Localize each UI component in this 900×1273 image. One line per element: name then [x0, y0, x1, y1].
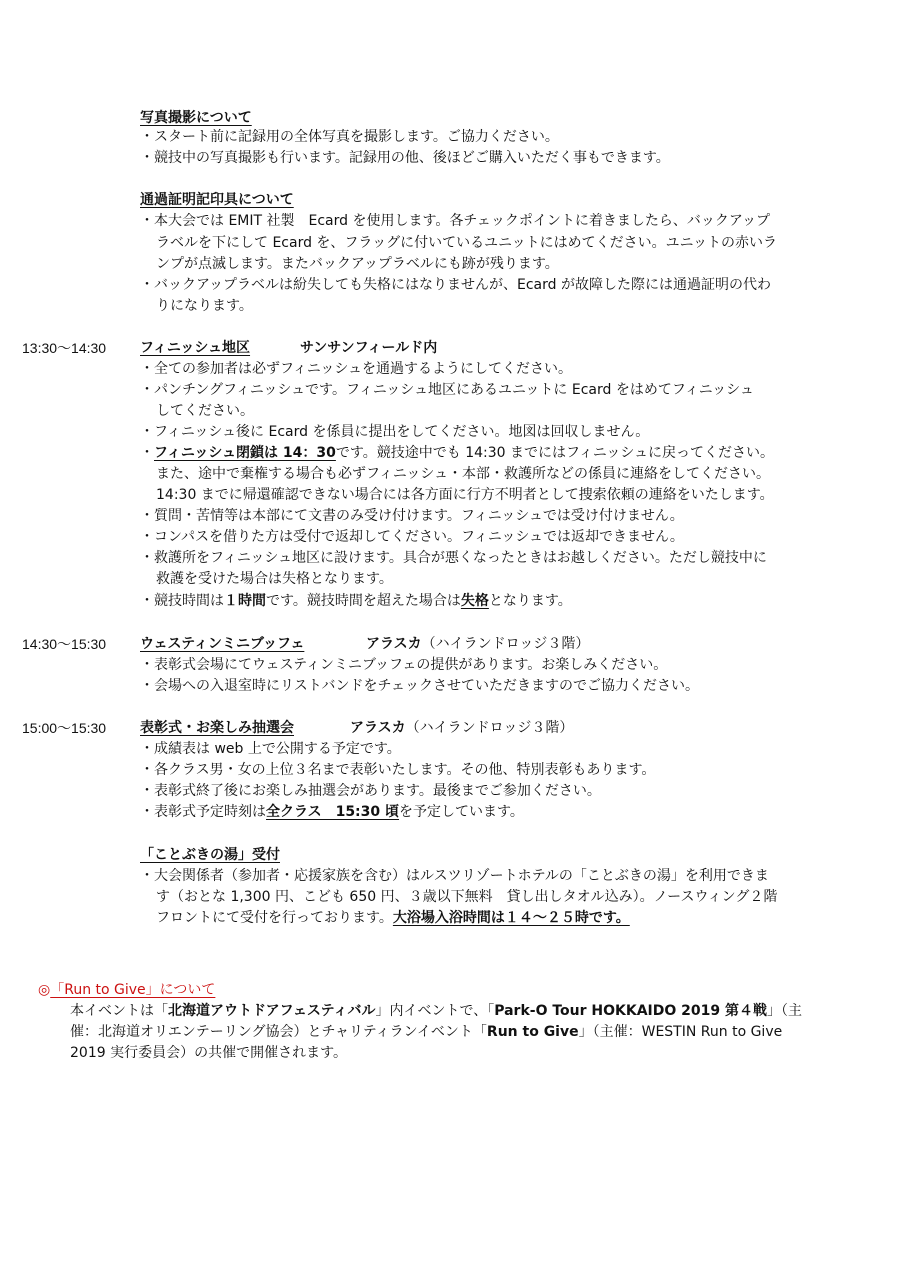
rtg-l1-e: 」（主	[767, 1003, 802, 1019]
buffet-heading: ウェスティンミニブッフェ	[140, 636, 305, 652]
finish-line-3: してください。	[156, 403, 254, 419]
awards-location-note: （ハイランドロッジ３階）	[405, 720, 574, 736]
finish-line-1: ・全ての参加者は必ずフィニッシュを通過するようにしてください。	[140, 361, 573, 377]
onsen-last-a: フロントにて受付を行っております。	[156, 910, 393, 926]
finish-heading: フィニッシュ地区	[140, 340, 251, 356]
onsen-heading: 「ことぶきの湯」受付	[140, 847, 280, 863]
finish-limit-c: です。競技時間を超えた場合は	[266, 593, 461, 609]
rtg-l1-b: 北海道アウトドアフェスティバル	[168, 1003, 376, 1019]
buffet-location-note: （ハイランドロッジ３階）	[421, 636, 590, 652]
rtg-l2-a: 催：北海道オリエンテーリング協会）とチャリティランイベント「	[70, 1024, 487, 1040]
awards-location-line	[350, 718, 573, 739]
awards-line-1: ・成績表は web 上で公開する予定です。	[140, 741, 401, 757]
finish-line-7: 14:30 までに帰還確認できない場合には各方面に行方不明者として捜索依頼の連絡をいたします。	[156, 487, 774, 503]
awards-line-2: ・各クラス男・女の上位３名まで表彰いたします。その他、特別表彰もあります。	[140, 762, 656, 778]
rtg-l2-c: 」（主催：WESTIN Run to Give	[578, 1024, 783, 1040]
rtg-line-3: 2019 実行委員会）の共催で開催されます。	[70, 1045, 347, 1061]
finish-limit-b: １時間	[224, 593, 266, 609]
photo-line-1: ・スタート前に記録用の全体写真を撮影します。ご協力ください。	[140, 129, 559, 145]
buffet-line-2: ・会場への入退室時にリストバンドをチェックさせていただきますのでご協力ください。	[140, 678, 700, 694]
buffet-location: アラスカ	[366, 636, 422, 652]
finish-line-6: また、途中で棄権する場合も必ずフィニッシュ・本部・救護所などの係員に連絡をしてください。	[156, 466, 771, 482]
finish-line-2: ・パンチングフィニッシュです。フィニッシュ地区にあるユニットに Ecard をはめてフィニッシュ	[140, 382, 754, 398]
rtg-line-1	[70, 1001, 802, 1022]
onsen-line-2: す（おとな 1,300 円、こども 650 円、３歳以下無料 貸し出しタオル込み）。ノースウィング２階	[156, 889, 778, 905]
rtg-heading-line	[38, 980, 215, 1001]
ecard-heading: 通過証明記印具について	[140, 192, 294, 208]
finish-location: サンサンフィールド内	[300, 340, 438, 356]
finish-close-time: フィニッシュ閉鎖は 14：30	[154, 445, 336, 461]
photo-heading: 写真撮影について	[140, 110, 252, 126]
onsen-bath-hours: 大浴場入浴時間は１４～２５時です。	[392, 910, 630, 926]
finish-close-rest: です。競技途中でも 14:30 までにはフィニッシュに戻ってください。	[335, 445, 775, 461]
photo-line-2: ・競技中の写真撮影も行います。記録用の他、後ほどご購入いただく事もできます。	[140, 150, 670, 166]
buffet-line-1: ・表彰式会場にてウェスティンミニブッフェの提供があります。お楽しみください。	[140, 657, 668, 673]
finish-line-9: ・コンパスを借りた方は受付で返却してください。フィニッシュでは返却できません。	[140, 529, 684, 545]
finish-limit-e: となります。	[488, 593, 572, 609]
double-circle-icon: ◎	[38, 982, 51, 998]
rtg-line-2	[70, 1022, 782, 1043]
finish-close-prefix: ・	[140, 445, 154, 461]
finish-close-line	[140, 443, 774, 464]
awards-line-3: ・表彰式終了後にお楽しみ抽選会があります。最後までご参加ください。	[140, 783, 601, 799]
finish-line-10: ・救護所をフィニッシュ地区に設けます。具合が悪くなったときはお越しください。ただし競技中に	[140, 550, 767, 566]
onsen-line-1: ・大会関係者（参加者・応援家族を含む）はルスツリゾートホテルの「ことぶきの湯」を利用できま	[140, 868, 769, 884]
finish-limit-a: ・競技時間は	[140, 593, 224, 609]
finish-line-4: ・フィニッシュ後に Ecard を係員に提出をしてください。地図は回収しません。	[140, 424, 650, 440]
awards-sched-a: ・表彰式予定時刻は	[140, 804, 266, 820]
buffet-location-line	[366, 634, 589, 655]
finish-line-11: 救護を受けた場合は失格となります。	[156, 571, 393, 587]
ecard-line-4: ・バックアップラベルは紛失しても失格にはなりませんが、Ecard が故障した際には通過証明の代わ	[140, 277, 771, 293]
rtg-l1-d: Park-O Tour HOKKAIDO 2019 第４戦	[494, 1003, 767, 1019]
awards-location: アラスカ	[350, 720, 406, 736]
finish-limit-d: 失格	[460, 593, 489, 609]
rtg-heading: 「Run to Give」について	[50, 982, 216, 998]
ecard-line-2: ラベルを下にして Ecard を、フラッグに付いているユニットにはめてください。ユニットの赤いラ	[156, 235, 778, 251]
awards-heading: 表彰式・お楽しみ抽選会	[140, 720, 294, 736]
awards-time: 15:00～15:30	[22, 720, 107, 736]
ecard-line-5: りになります。	[156, 298, 253, 314]
finish-line-8: ・質問・苦情等は本部にて文書のみ受け付けます。フィニッシュでは受け付けません。	[140, 508, 684, 524]
rtg-l1-a: 本イベントは「	[70, 1003, 168, 1019]
finish-limit-line	[140, 591, 572, 612]
ecard-line-1: ・本大会では EMIT 社製 Ecard を使用します。各チェックポイントに着きましたら、バックアップ	[140, 213, 770, 229]
awards-sched-c: を予定しています。	[399, 804, 524, 820]
ecard-line-3: ンプが点滅します。またバックアップラベルにも跡が残ります。	[156, 256, 559, 272]
onsen-last-line	[156, 908, 630, 929]
awards-sched-b: 全クラス 15:30 頃	[266, 804, 400, 820]
buffet-time: 14:30～15:30	[22, 636, 107, 652]
rtg-l1-c: 」内イベントで、「	[375, 1003, 495, 1019]
rtg-l2-b: Run to Give	[486, 1024, 579, 1040]
awards-schedule-line	[140, 802, 524, 823]
finish-time: 13:30～14:30	[22, 340, 107, 356]
